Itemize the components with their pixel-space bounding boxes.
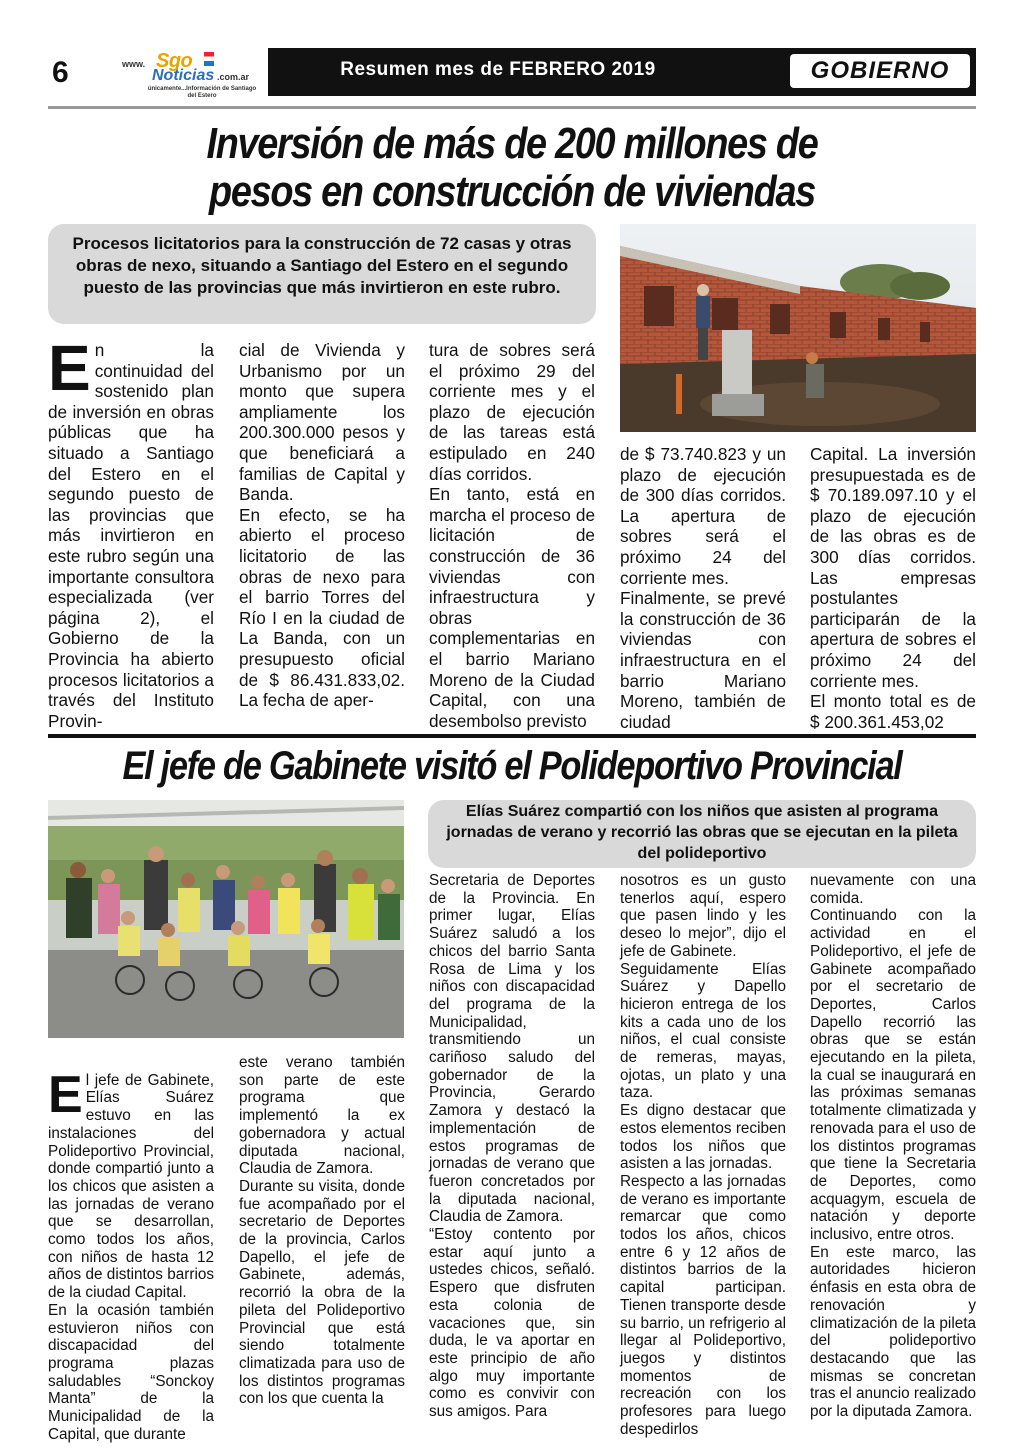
headline-line-2: pesos en construcción de viviendas (209, 167, 815, 216)
logo-prefix: www. (122, 59, 146, 69)
article2-column-2: este verano también son parte de este programa que implementó la ex gobernadora y actual diputada nacional, Claudia de Zamora. Durante su visita, donde fue acompañado por el secretario de Deportes de la provincia, Carlos Dapello, el jefe de Gabinete, además, recorrió la obra de la pileta del Polideportivo Provincial que está siendo totalmente climatizada para uso de los distintos programas con los que cuenta la (239, 1054, 405, 1408)
article1-column-5: Capital. La inversión presupuestada es de $ 70.189.097.10 y el plazo de ejecución de las obras es de 300 días corridos. Las empresas postulantes participarán de la apertura de sobres el próximo 24 del corriente mes. El monto total es de $ 200.361.453,02 (810, 444, 976, 732)
headline-line-1: Inversión de más de 200 millones de (206, 119, 818, 168)
article2-col1-text: l jefe de Gabinete, Elías Suárez estuvo en las instalaciones del Polideportivo Provincial, donde compartió junto a los chicos que asisten a las jornadas de verano que se desarrollan, como todos los años, con niños de hasta 12 años de distintos barrios de la ciudad Capital. En la ocasión también estuvieron niños con discapacidad del programa plazas saludables “Sonckoy Manta” de la Municipalidad de la Capital, que durante (48, 1071, 214, 1443)
article1-column-3: tura de sobres será el próximo 29 del corriente mes y el plazo de ejecución de las tareas está estipulado en 240 días corridos. En tanto, está en marcha el proceso de licitación de construcción de 36 viviendas con infraestructura y obras complementarias en el barrio Mariano Moreno de la Ciudad Capital, con una desembolso previsto (429, 340, 595, 731)
dropcap: E (48, 332, 91, 404)
article2-column-4: nosotros es un gusto tenerlos aquí, espero que pasen lindo y les deseo lo mejor”, dijo el jefe de Gabinete. Seguidamente Elías Suárez y Dapello hicieron entrega de los kits a cada uno de los niños, el cual consiste de remeras, mayas, ojotas, un plato y una taza. Es digno destacar que estos elementos reciben todos los niños que asisten a las jornadas. Respecto a las jornadas de verano es importante remarcar que como todos los años, chicos entre 6 y 12 años de distintos barrios de la capital participan. Tienen transporte desde su barrio, un refrigerio al llegar al Polideportivo, juegos y distintos momentos de recreación con los profesores para luego despedirlos (620, 872, 786, 1438)
article2-column-5: nuevamente con una comida. Continuando con la actividad en el Polideportivo, el jefe de Gabinete acompañado por el secretario de Deportes, Carlos Dapello recorrió las obras que se están ejecutando en la pileta, la cual se inaugurará en las próximas semanas totalmente climatizada y renovada para el uso de los distintos programas que tiene la Secretaria de Deportes, como acquagym, escuela de natación y deporte inclusivo, entre otros. En este marco, las autoridades hicieron énfasis en esta obra de renovación y climatización de la pileta del polideportivo destacando que las mismas se concretan tras el anuncio realizado por la diputada Zamora. (810, 872, 976, 1421)
site-logo[interactable] (122, 50, 262, 102)
logo-suffix: .com.ar (217, 72, 250, 82)
issue-month: Resumen mes de FEBRERO 2019 (340, 59, 656, 80)
article2-column-1 (48, 1054, 214, 1443)
flag-icon (204, 52, 214, 66)
article2-summary: Elías Suárez compartió con los niños que asisten al programa jornadas de verano y recorrió las obras que se ejecutan en la pileta del polideportivo (428, 800, 976, 868)
logo-name-top: Sgo (156, 50, 193, 72)
logo-name-bottom: Noticias (152, 67, 215, 84)
article1-column-4: de $ 73.740.823 y un plazo de ejecución de 300 días corridos. La apertura de sobres será el próximo 24 del corriente mes. Finalmente, se prevé la construcción de 36 viviendas con infraestructura en el barrio Mariano Moreno, también de ciudad (620, 444, 786, 732)
article1-headline (113, 120, 911, 216)
construction-photo (620, 224, 976, 432)
article-divider (48, 734, 976, 738)
article1-col1-text: n la continuidad del sostenido plan de inversión en obras públicas que ha situado a Santiago del Estero en el segundo puesto de las provincias que más invirtieron en este rubro según una importante consultora especializada (ver página 2), el Gobierno de la Provincia ha abierto procesos licitatorios a través del Instituto Provin- (48, 340, 214, 731)
header-divider (48, 106, 976, 109)
page-number: 6 (52, 56, 69, 89)
article1-column-2: cial de Vivienda y Urbanismo por un monto que supera ampliamente los 200.300.000 pesos y que beneficiará a familias de Capital y Banda. En efecto, se ha abierto el proceso licitatorio de las obras de nexo para el barrio Torres del Río I en la ciudad de La Banda, con un presupuesto oficial de $ 86.431.833,02. La fecha de aper- (239, 340, 405, 711)
article1-column-1 (48, 332, 214, 731)
construction-photo-image (620, 224, 976, 432)
group-photo (48, 800, 404, 1038)
logo-tagline: únicamente...Información de Santiago del Estero (147, 86, 257, 99)
article1-summary: Procesos licitatorios para la construcción de 72 casas y otras obras de nexo, situando a Santiago del Estero en el segundo puesto de las provincias que más invirtieron en este rubro. (48, 224, 596, 324)
article2-column-3: Secretaria de Deportes de la Provincia. En primer lugar, Elías Suárez saludó a los chicos del barrio Santa Rosa de Lima y los niños con discapacidad del programa de la Municipalidad, transmitiendo un cariñoso saludo del gobernador de la Provincia, Gerardo Zamora y destacó la implementación de estos programas de jornadas de verano que fueron concretados por la diputada nacional, Claudia de Zamora. “Estoy contento por estar aquí junto a ustedes chicos, señaló. Espero que disfruten esta colonia de vacaciones que, sin duda, le va aportar en este principio de año algo muy importante como es convivir con sus amigos. Para (429, 872, 595, 1421)
section-label: GOBIERNO (790, 54, 970, 88)
article2-headline: El jefe de Gabinete visitó el Polideportivo Provincial (122, 744, 902, 788)
dropcap: E (48, 1065, 83, 1124)
header-bar (268, 48, 976, 96)
group-photo-image (48, 800, 404, 1038)
